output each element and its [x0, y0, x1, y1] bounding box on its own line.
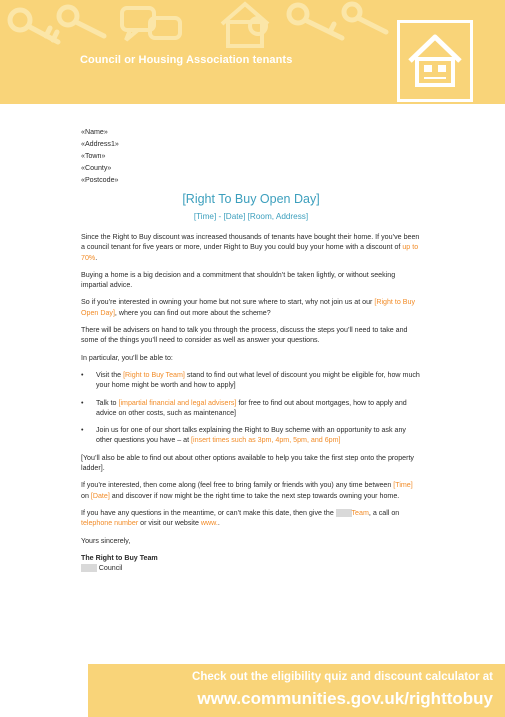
time-placeholder: [Time] — [393, 481, 413, 490]
paragraph-contact: If you have any questions in the meantime, or can’t make this date, then give the ........Team, a call on telephone number or visit our website www.. — [81, 508, 400, 528]
letter-body — [81, 126, 421, 580]
activity-list — [81, 370, 421, 446]
team-placeholder: [Right to Buy Team] — [123, 370, 185, 379]
list-item: • Visit the [Right to Buy Team] stand to find out what level of discount you might be eligible for, how much your home might be worth and how to apply] — [81, 370, 420, 390]
website-placeholder: www. — [200, 519, 218, 528]
paragraph-discount: Since the Right to Buy discount was increased thousands of tenants have bought their home. If you’ve been a council tenant for five years or more, under Right to Buy you could buy your home with a discount of up to 70%. — [81, 233, 420, 262]
list-item: • Join us for one of our short talks explaining the Right to Buy scheme with an opportunity to ask any other questions you have – at [insert times such as 3pm, 4pm, 5pm, and 6pm] — [81, 426, 406, 445]
address-name: «Name» — [81, 128, 108, 136]
key-icon — [10, 10, 58, 42]
times-placeholder: [insert times such as 3pm, 4pm, 5pm, and 6pm] — [191, 436, 341, 445]
footer-banner — [88, 664, 505, 717]
event-title: [Right To Buy Open Day] — [182, 192, 320, 206]
paragraph-intro-list: In particular, you’ll be able to: — [81, 353, 173, 362]
council-blank: ........ — [81, 564, 97, 573]
paragraph-advice: Buying a home is a big decision and a commitment that shouldn’t be taken lightly, or without seeking impartial advice. — [81, 270, 396, 290]
header-title: Council or Housing Association tenants — [80, 54, 293, 66]
house-icon — [400, 23, 470, 99]
address-town: «Town» — [81, 152, 106, 160]
date-placeholder: [Date] — [90, 491, 110, 500]
discount-highlight: up to 70% — [81, 243, 419, 262]
house-pound-icon — [222, 4, 268, 46]
address-postcode: «Postcode» — [81, 176, 119, 184]
paragraph-invitation: So if you’re interested in owning your home but not sure where to start, why not join us at our [Right to Buy Open Day], where you can find out more about the scheme? — [81, 298, 415, 317]
key-icon — [344, 4, 386, 32]
list-item: • Talk to [impartial financial and legal advisers] for free to find out about mortgages, how to apply and advice on other costs, such as maintenance] — [81, 398, 407, 417]
recipient-address — [81, 126, 421, 186]
address-county: «County» — [81, 164, 112, 172]
right-to-buy-logo — [397, 20, 473, 102]
advisers-placeholder: [impartial financial and legal advisers] — [118, 398, 237, 407]
signature-team: The Right to Buy Team — [81, 553, 158, 562]
bullet-icon: • — [81, 398, 84, 407]
telephone-placeholder: telephone number — [81, 519, 139, 528]
header-banner — [0, 0, 505, 104]
paragraph-attend: If you’re interested, then come along (feel free to bring family or friends with you) any time between [Time] on [Date] and discover if now might be the right time to take the next step towards owning your home. — [81, 481, 413, 500]
address-line1: «Address1» — [81, 140, 119, 148]
closing: Yours sincerely, — [81, 536, 131, 545]
bullet-icon: • — [81, 426, 84, 435]
signature-council: ........ Council — [81, 564, 123, 573]
paragraph-advisers: There will be advisers on hand to talk you through the process, discuss the steps you’ll need to take and some of the things you’ll need to consider as well as answer your questions. — [81, 326, 408, 345]
event-details: [Time] - [Date] [Room, Address] — [193, 212, 309, 221]
speech-bubble-icon — [122, 8, 180, 40]
open-day-placeholder: [Right to Buy Open Day] — [81, 298, 415, 317]
bullet-icon: • — [81, 370, 84, 379]
key-icon — [59, 7, 104, 36]
council-name-blank: ........ — [335, 508, 352, 517]
footer-website: www.communities.gov.uk/righttobuy — [197, 689, 493, 708]
paragraph-other-options: [You’ll also be able to find out about other options available to help you take the first step onto the property ladder]. — [81, 453, 414, 473]
key-icon — [289, 5, 342, 38]
team-name-placeholder: Team — [351, 508, 369, 517]
footer-quiz-text: Check out the eligibility quiz and discount calculator at — [192, 671, 493, 683]
